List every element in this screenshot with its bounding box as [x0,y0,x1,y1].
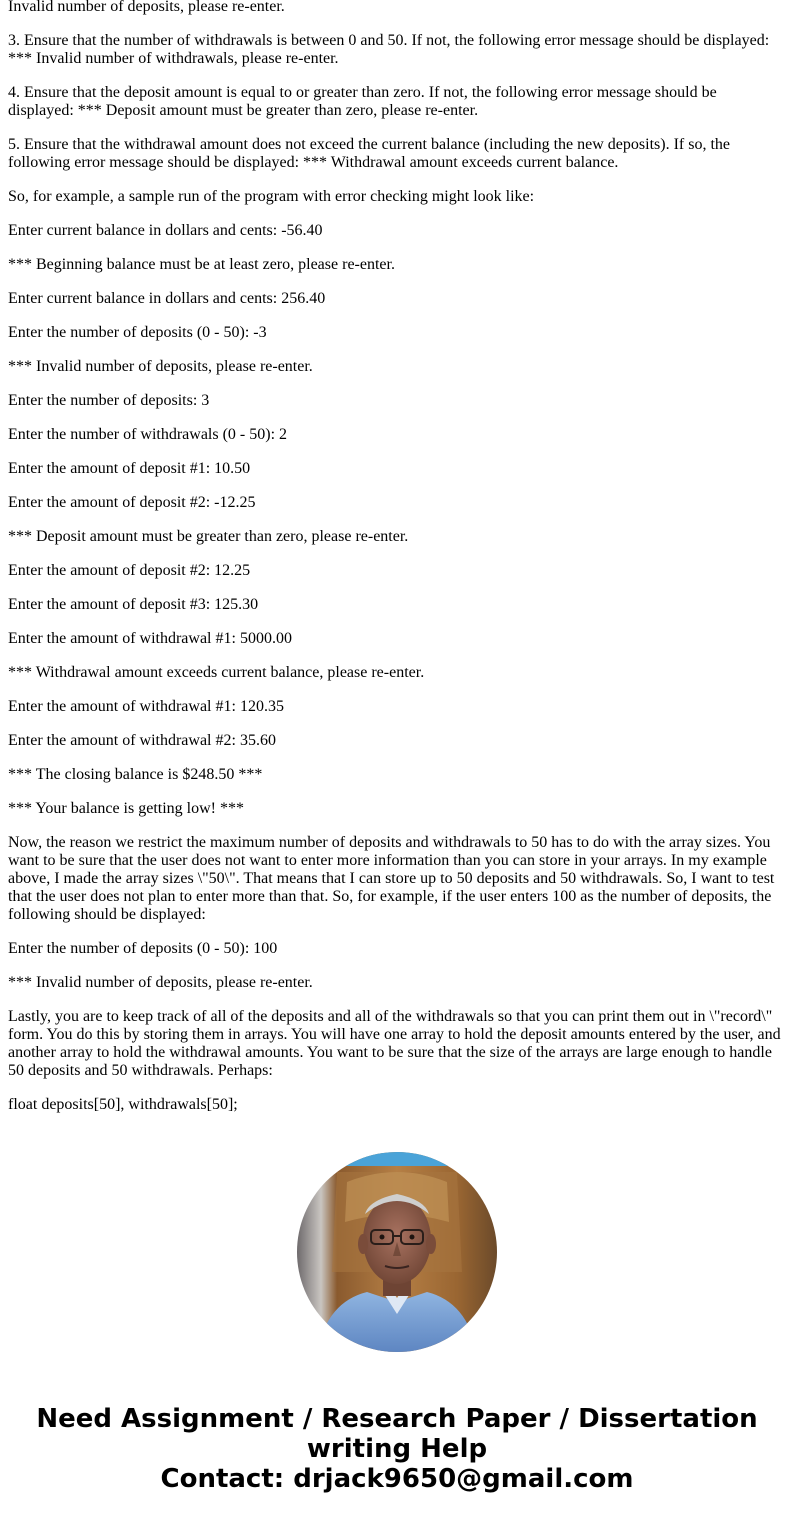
sample-run-line: Enter the number of deposits (0 - 50): 100 [8,940,278,957]
paragraph: Now, the reason we restrict the maximum number of deposits and withdrawals to 50 has to do with the array sizes. You want to be sure that the user does not want to enter more information than you can store in your arrays. In my example above, I made the array sizes \"50\". That means that I can store up to 50 deposits and 50 withdrawals. So, I want to test that the user does not plan to enter more than that. So, for example, if the user enters 100 as the number of deposits, the following should be displayed: [8,834,775,923]
sample-run-line: Enter the amount of withdrawal #2: 35.60 [8,732,276,749]
sample-run-line: Enter the amount of deposit #3: 125.30 [8,596,259,613]
avatar [297,1152,497,1352]
sample-run-line: *** The closing balance is $248.50 *** [8,766,263,783]
sample-run-line: Enter the number of deposits: 3 [8,392,210,409]
sample-run-line: Enter the number of withdrawals (0 - 50): 2 [8,426,288,443]
paragraph: 3. Ensure that the number of withdrawals is between 0 and 50. If not, the following error message should be displayed: *** Invalid number of withdrawals, please re-enter. [8,32,770,67]
sample-run-line: *** Invalid number of deposits, please re-enter. [8,358,313,375]
promo-line: writing Help [306,1434,488,1464]
sample-run-line: *** Withdrawal amount exceeds current balance, please re-enter. [8,664,425,681]
promo-line: Need Assignment / Research Paper / Dissertation [36,1404,758,1434]
code-line: float deposits[50], withdrawals[50]; [8,1096,238,1113]
sample-run-line: *** Your balance is getting low! *** [8,800,244,817]
sample-run-line: *** Invalid number of deposits, please re-enter. [8,974,313,991]
paragraph: Invalid number of deposits, please re-enter. [8,0,285,15]
promo-banner [20,1404,774,1494]
sample-run-line: Enter the amount of withdrawal #1: 5000.00 [8,630,292,647]
sample-run-line: Enter the amount of deposit #1: 10.50 [8,460,251,477]
sample-run-line: *** Beginning balance must be at least zero, please re-enter. [8,256,395,273]
paragraph: Lastly, you are to keep track of all of the deposits and all of the withdrawals so that you can print them out in \"record\" form. You do this by storing them in arrays. You will have one array to hold the deposit amounts entered by the user, and another array to hold the withdrawal amounts. You want to be sure that the size of the arrays are large enough to handle 50 deposits and 50 withdrawals. Perhaps: [8,1008,781,1079]
sample-run-line: Enter current balance in dollars and cents: 256.40 [8,290,326,307]
paragraph: 5. Ensure that the withdrawal amount does not exceed the current balance (including the new deposits). If so, the following error message should be displayed: *** Withdrawal amount exceeds current balance. [8,136,730,171]
sample-run-line: Enter current balance in dollars and cents: -56.40 [8,222,323,239]
sample-run-line: Enter the amount of deposit #2: -12.25 [8,494,256,511]
document-body [8,0,784,1130]
sample-run-line: Enter the number of deposits (0 - 50): -3 [8,324,267,341]
paragraph: 4. Ensure that the deposit amount is equal to or greater than zero. If not, the following error message should be displayed: *** Deposit amount must be greater than zero, please re-enter. [8,84,717,119]
paragraph: So, for example, a sample run of the program with error checking might look like: [8,188,535,205]
person-portrait-icon [297,1152,497,1352]
sample-run-line: *** Deposit amount must be greater than zero, please re-enter. [8,528,409,545]
sample-run-line: Enter the amount of withdrawal #1: 120.35 [8,698,284,715]
contact-line: Contact: drjack9650@gmail.com [160,1464,634,1494]
sample-run-line: Enter the amount of deposit #2: 12.25 [8,562,251,579]
